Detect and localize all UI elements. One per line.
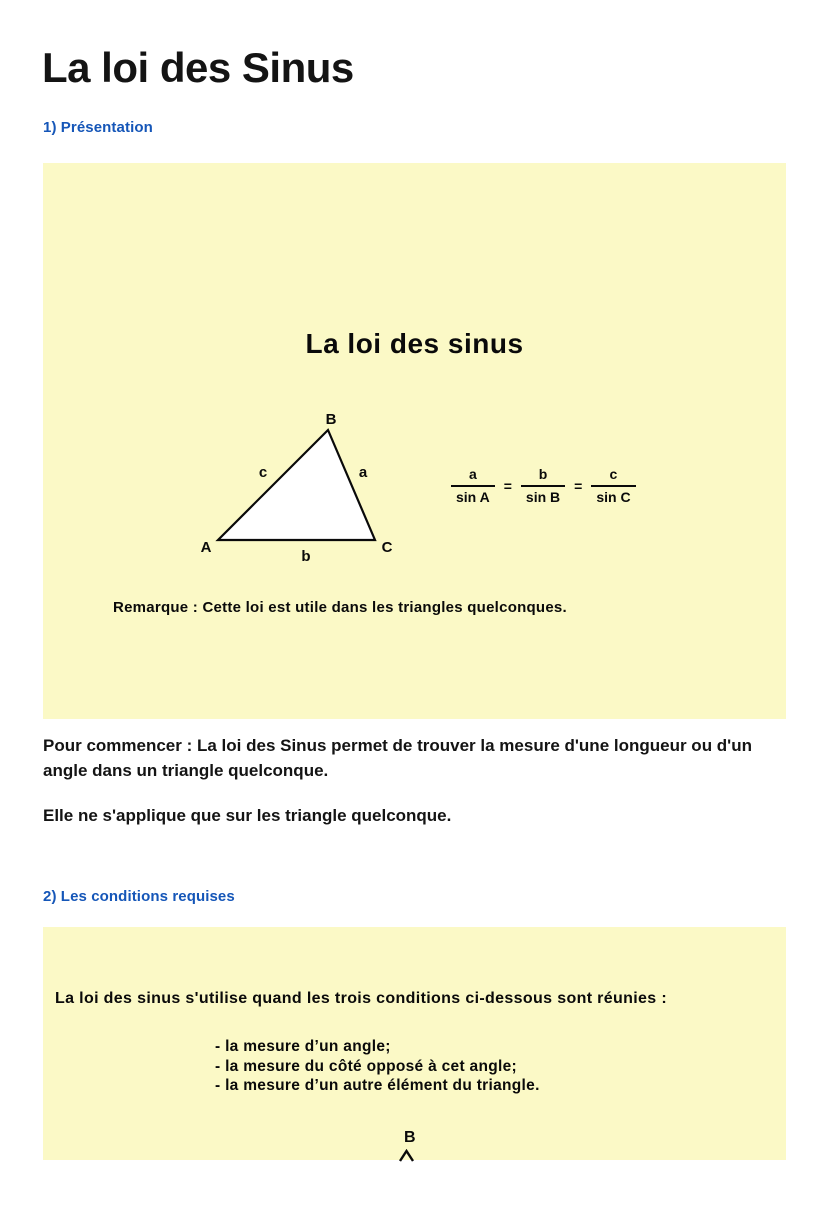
condition-item: - la mesure d’un angle; [215,1038,391,1055]
fraction-c-denominator: sin C [591,485,635,505]
condition-item: - la mesure du côté opposé à cet angle; [215,1057,517,1075]
sine-law-formula [451,467,636,505]
vertex-label-c: C [381,539,393,556]
angle-caret-icon [398,1149,416,1163]
triangle-diagram [190,400,405,575]
fraction-b-denominator: sin B [521,485,565,505]
fraction-a [451,467,495,505]
presentation-figure-box [43,163,786,719]
section-2-heading: 2) Les conditions requises [43,888,235,905]
fraction-a-numerator: a [468,466,477,482]
fraction-c-numerator: c [609,466,618,482]
side-label-a: a [358,464,368,481]
vertex-label-b: B [325,411,337,428]
cutoff-vertex-label-b: B [404,1129,416,1146]
equals-sign: = [503,477,512,494]
condition-item: - la mesure d’un autre élément du triangle. [215,1077,540,1094]
fraction-b [521,467,565,505]
equals-sign: = [574,477,583,494]
conditions-figure-box [43,927,786,1160]
fraction-a-denominator: sin A [451,485,495,505]
note-paragraph: Elle ne s'applique que sur les triangle quelconque. [43,806,452,825]
triangle-shape [218,430,375,540]
page-title: La loi des Sinus [42,44,354,91]
side-label-c: c [258,464,268,481]
fraction-c [591,467,635,505]
vertex-label-a: A [200,539,212,556]
section-1-heading: 1) Présentation [43,119,153,136]
figure-title: La loi des sinus [305,328,524,359]
fraction-b-numerator: b [538,466,548,482]
figure-remark: Remarque : Cette loi est utile dans les triangles quelconques. [113,599,567,616]
intro-paragraph: Pour commencer : La loi des Sinus permet de trouver la mesure d'une longueur ou d'un angle dans un triangle quelconque. [43,736,752,780]
conditions-list [215,1037,540,1096]
side-label-b: b [301,548,311,565]
conditions-intro: La loi des sinus s'utilise quand les trois conditions ci-dessous sont réunies : [55,990,668,1007]
